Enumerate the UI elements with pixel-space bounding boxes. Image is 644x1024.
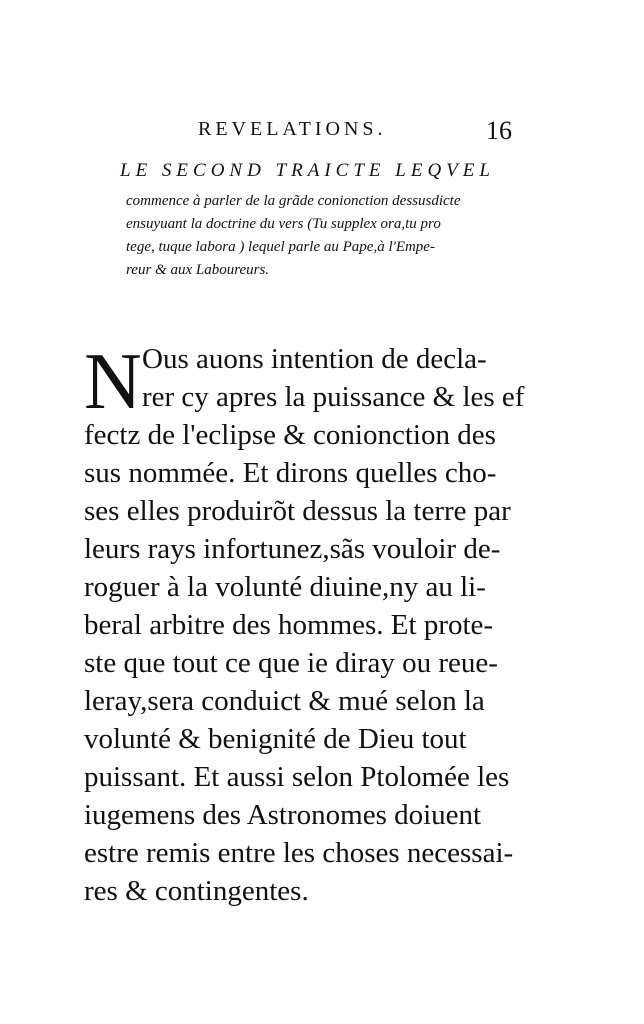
body-line: ses elles produirõt dessus la terre par <box>84 495 511 527</box>
section-title-line: reur & aux Laboureurs. <box>126 262 270 278</box>
body-line: rer cy apres la puissance & les ef <box>142 381 525 413</box>
body-line: roguer à la volunté diuine,ny au li- <box>84 571 486 603</box>
body-line: fectz de l'eclipse & conionction des <box>84 419 496 451</box>
body-paragraph <box>84 340 544 910</box>
body-line: res & contingentes. <box>84 875 309 907</box>
section-title-line: commence à parler de la grãde conionction dessusdicte <box>126 193 461 209</box>
body-line: sus nommée. Et dirons quelles cho- <box>84 457 497 489</box>
body-line: puissant. Et aussi selon Ptolomée les <box>84 761 510 793</box>
body-line: volunté & benignité de Dieu tout <box>84 723 467 755</box>
body-line: ste que tout ce que ie diray ou reue- <box>84 647 498 679</box>
section-title <box>126 190 538 282</box>
section-title-line: ensuyuant la doctrine du vers (Tu supplex ora,tu pro <box>126 216 441 232</box>
section-title-first-line: LE SECOND TRAICTE LEQVEL <box>120 160 495 181</box>
body-line: leurs rays infortunez,sãs vouloir de- <box>84 533 501 565</box>
drop-cap: N <box>84 338 142 426</box>
body-line: Ous auons intention de decla- <box>142 343 487 375</box>
body-line: estre remis entre les choses necessai- <box>84 837 514 869</box>
body-line: beral arbitre des hommes. Et prote- <box>84 609 494 641</box>
body-line: iugemens des Astronomes doiuent <box>84 799 482 831</box>
page-number: 16 <box>486 116 512 145</box>
body-line: leray,sera conduict & mué selon la <box>84 685 485 717</box>
section-title-line: tege, tuque labora ) lequel parle au Pape,à l'Empe- <box>126 239 435 255</box>
running-title: REVELATIONS. <box>198 118 387 140</box>
